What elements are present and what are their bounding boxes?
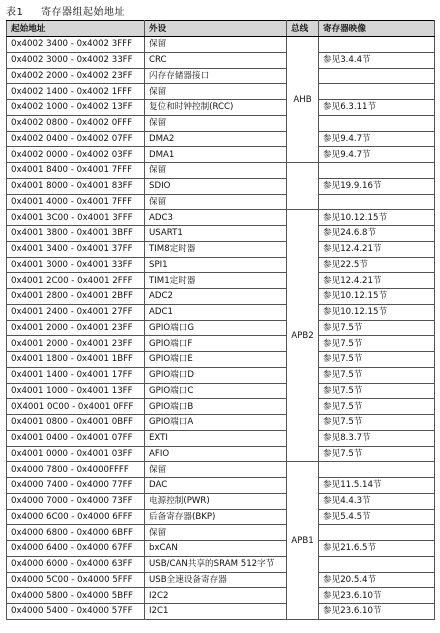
table-header-row	[7, 21, 435, 37]
register-map-cell: 参见6.3.11节	[319, 100, 435, 116]
address-cell: 0x4002 0400 - 0x4002 07FF	[7, 131, 145, 147]
table-row	[7, 52, 435, 68]
register-map-cell	[319, 194, 435, 210]
header-address: 起始地址	[7, 21, 145, 37]
address-cell: 0x4000 7400 - 0x4000 77FF	[7, 478, 145, 494]
table-body	[7, 37, 435, 620]
address-cell: 0x4000 5400 - 0x4000 57FF	[7, 604, 145, 620]
address-cell: 0x4001 3C00 - 0x4001 3FFF	[7, 210, 145, 226]
table-row	[7, 430, 435, 446]
peripheral-cell: DMA1	[145, 147, 287, 163]
peripheral-cell: GPIO端口E	[145, 352, 287, 368]
table-row	[7, 320, 435, 336]
address-cell: 0x4001 2800 - 0x4001 2BFF	[7, 289, 145, 305]
register-map-cell: 参见12.4.21节	[319, 241, 435, 257]
peripheral-cell: DAC	[145, 478, 287, 494]
table-row	[7, 115, 435, 131]
table-row	[7, 241, 435, 257]
table-caption	[6, 3, 125, 18]
address-cell: 0x4001 3000 - 0x4001 33FF	[7, 257, 145, 273]
address-cell: 0x4002 0800 - 0x4002 0FFF	[7, 115, 145, 131]
peripheral-cell: GPIO端口F	[145, 336, 287, 352]
register-map-cell: 参见11.5.14节	[319, 478, 435, 494]
address-cell: 0x4001 4000 - 0x4001 7FFF	[7, 194, 145, 210]
peripheral-cell: GPIO端口A	[145, 415, 287, 431]
address-cell: 0x4001 0400 - 0x4001 07FF	[7, 430, 145, 446]
table-row	[7, 304, 435, 320]
table-row	[7, 37, 435, 53]
peripheral-cell: 保留	[145, 462, 287, 478]
peripheral-cell: TIM1定时器	[145, 273, 287, 289]
address-cell: 0x4001 1000 - 0x4001 13FF	[7, 383, 145, 399]
header-peripheral: 外设	[145, 21, 287, 37]
register-map-cell: 参见24.6.8节	[319, 226, 435, 242]
register-map-cell: 参见23.6.10节	[319, 588, 435, 604]
address-cell: 0x4000 6400 - 0x4000 67FF	[7, 541, 145, 557]
table-row	[7, 604, 435, 620]
bus-cell: APB2	[287, 210, 319, 462]
table-row	[7, 289, 435, 305]
register-boundary-table	[6, 20, 435, 620]
table-row	[7, 68, 435, 84]
address-cell: 0x4002 3000 - 0x4002 33FF	[7, 52, 145, 68]
table-row	[7, 525, 435, 541]
register-map-cell: 参见12.4.21节	[319, 273, 435, 289]
table-row	[7, 493, 435, 509]
address-cell: 0x4002 1400 - 0x4002 1FFF	[7, 84, 145, 100]
address-cell: 0x4001 3800 - 0x4001 3BFF	[7, 226, 145, 242]
address-cell: 0x4001 0800 - 0x4001 0BFF	[7, 415, 145, 431]
register-map-cell	[319, 84, 435, 100]
register-map-cell: 参见7.5节	[319, 320, 435, 336]
peripheral-cell: USB/CAN共享的SRAM 512字节	[145, 556, 287, 572]
peripheral-cell: SPI1	[145, 257, 287, 273]
peripheral-cell: I2C1	[145, 604, 287, 620]
peripheral-cell: GPIO端口D	[145, 367, 287, 383]
address-cell: 0X4001 0C00 - 0x4001 0FFF	[7, 399, 145, 415]
register-map-cell	[319, 556, 435, 572]
address-cell: 0x4001 1400 - 0x4001 17FF	[7, 367, 145, 383]
register-map-cell	[319, 37, 435, 53]
register-map-cell: 参见3.4.4节	[319, 52, 435, 68]
address-cell: 0x4001 8400 - 0x4001 7FFF	[7, 163, 145, 179]
address-cell: 0x4002 0000 - 0x4002 03FF	[7, 147, 145, 163]
table-row	[7, 226, 435, 242]
address-cell: 0x4001 2000 - 0x4001 23FF	[7, 320, 145, 336]
table-row	[7, 131, 435, 147]
peripheral-cell: ADC3	[145, 210, 287, 226]
register-map-cell	[319, 68, 435, 84]
peripheral-cell: ADC1	[145, 304, 287, 320]
address-cell: 0x4000 5C00 - 0x4000 5FFF	[7, 572, 145, 588]
address-cell: 0x4000 6800 - 0x4000 6BFF	[7, 525, 145, 541]
register-map-cell: 参见7.5节	[319, 367, 435, 383]
table-row	[7, 352, 435, 368]
register-map-cell: 参见20.5.4节	[319, 572, 435, 588]
address-cell: 0x4002 2000 - 0x4002 23FF	[7, 68, 145, 84]
address-cell: 0x4002 1000 - 0x4002 13FF	[7, 100, 145, 116]
table-row	[7, 210, 435, 226]
register-map-cell: 参见7.5节	[319, 336, 435, 352]
peripheral-cell: 保留	[145, 163, 287, 179]
address-cell: 0x4001 1800 - 0x4001 1BFF	[7, 352, 145, 368]
peripheral-cell: DMA2	[145, 131, 287, 147]
peripheral-cell: GPIO端口B	[145, 399, 287, 415]
register-map-cell: 参见21.6.5节	[319, 541, 435, 557]
address-cell: 0x4001 2400 - 0x4001 27FF	[7, 304, 145, 320]
header-bus: 总线	[287, 21, 319, 37]
bus-cell	[287, 163, 319, 210]
address-cell: 0x4000 7800 - 0x4000FFFF	[7, 462, 145, 478]
register-map-cell: 参见7.5节	[319, 352, 435, 368]
table-row	[7, 84, 435, 100]
register-map-cell	[319, 525, 435, 541]
peripheral-cell: SDIO	[145, 178, 287, 194]
register-map-cell: 参见7.5节	[319, 446, 435, 462]
register-map-cell: 参见19.9.16节	[319, 178, 435, 194]
register-map-cell	[319, 163, 435, 179]
bus-cell: AHB	[287, 37, 319, 163]
peripheral-cell: CRC	[145, 52, 287, 68]
table-row	[7, 273, 435, 289]
table-row	[7, 509, 435, 525]
peripheral-cell: 保留	[145, 37, 287, 53]
peripheral-cell: USART1	[145, 226, 287, 242]
address-cell: 0x4001 2000 - 0x4001 23FF	[7, 336, 145, 352]
register-map-cell: 参见9.4.7节	[319, 147, 435, 163]
register-map-cell: 参见5.4.5节	[319, 509, 435, 525]
address-cell: 0x4001 3400 - 0x4001 37FF	[7, 241, 145, 257]
peripheral-cell: TIM8定时器	[145, 241, 287, 257]
peripheral-cell: GPIO端口C	[145, 383, 287, 399]
table-row	[7, 399, 435, 415]
address-cell: 0x4001 8000 - 0x4001 83FF	[7, 178, 145, 194]
peripheral-cell: 闪存存储器接口	[145, 68, 287, 84]
table-row	[7, 446, 435, 462]
register-map-cell: 参见4.4.3节	[319, 493, 435, 509]
address-cell: 0x4001 0000 - 0x4001 03FF	[7, 446, 145, 462]
table-title: 寄存器组起始地址	[41, 7, 126, 18]
register-map-cell: 参见10.12.15节	[319, 210, 435, 226]
table-row	[7, 462, 435, 478]
peripheral-cell: 后备寄存器(BKP)	[145, 509, 287, 525]
peripheral-cell: 电源控制(PWR)	[145, 493, 287, 509]
table-row	[7, 478, 435, 494]
register-map-cell: 参见7.5节	[319, 383, 435, 399]
address-cell: 0x4000 7000 - 0x4000 73FF	[7, 493, 145, 509]
peripheral-cell: 保留	[145, 84, 287, 100]
peripheral-cell: GPIO端口G	[145, 320, 287, 336]
table-row	[7, 336, 435, 352]
table-row	[7, 541, 435, 557]
table-row	[7, 588, 435, 604]
register-map-cell: 参见8.3.7节	[319, 430, 435, 446]
table-number: 表1	[6, 7, 24, 18]
register-map-cell: 参见22.5节	[319, 257, 435, 273]
table-row	[7, 100, 435, 116]
peripheral-cell: 保留	[145, 115, 287, 131]
peripheral-cell: 复位和时钟控制(RCC)	[145, 100, 287, 116]
peripheral-cell: bxCAN	[145, 541, 287, 557]
peripheral-cell: USB全速设备寄存器	[145, 572, 287, 588]
peripheral-cell: EXTI	[145, 430, 287, 446]
peripheral-cell: ADC2	[145, 289, 287, 305]
bus-cell: APB1	[287, 462, 319, 620]
table-row	[7, 257, 435, 273]
address-cell: 0x4002 3400 - 0x4002 3FFF	[7, 37, 145, 53]
register-map-cell: 参见9.4.7节	[319, 131, 435, 147]
table-row	[7, 163, 435, 179]
register-map-cell	[319, 462, 435, 478]
register-map-cell: 参见7.5节	[319, 399, 435, 415]
table-row	[7, 415, 435, 431]
header-register-map: 寄存器映像	[319, 21, 435, 37]
peripheral-cell: AFIO	[145, 446, 287, 462]
table-row	[7, 572, 435, 588]
register-map-cell	[319, 115, 435, 131]
address-cell: 0x4000 6C00 - 0x4000 6FFF	[7, 509, 145, 525]
table-row	[7, 178, 435, 194]
register-map-cell: 参见10.12.15节	[319, 304, 435, 320]
peripheral-cell: I2C2	[145, 588, 287, 604]
register-map-cell: 参见23.6.10节	[319, 604, 435, 620]
peripheral-cell: 保留	[145, 194, 287, 210]
table-row	[7, 147, 435, 163]
address-cell: 0x4000 5800 - 0x4000 5BFF	[7, 588, 145, 604]
address-cell: 0x4000 6000 - 0x4000 63FF	[7, 556, 145, 572]
table-row	[7, 383, 435, 399]
address-cell: 0x4001 2C00 - 0x4001 2FFF	[7, 273, 145, 289]
table-row	[7, 556, 435, 572]
register-map-cell: 参见10.12.15节	[319, 289, 435, 305]
register-map-cell: 参见7.5节	[319, 415, 435, 431]
table-row	[7, 367, 435, 383]
peripheral-cell: 保留	[145, 525, 287, 541]
table-row	[7, 194, 435, 210]
